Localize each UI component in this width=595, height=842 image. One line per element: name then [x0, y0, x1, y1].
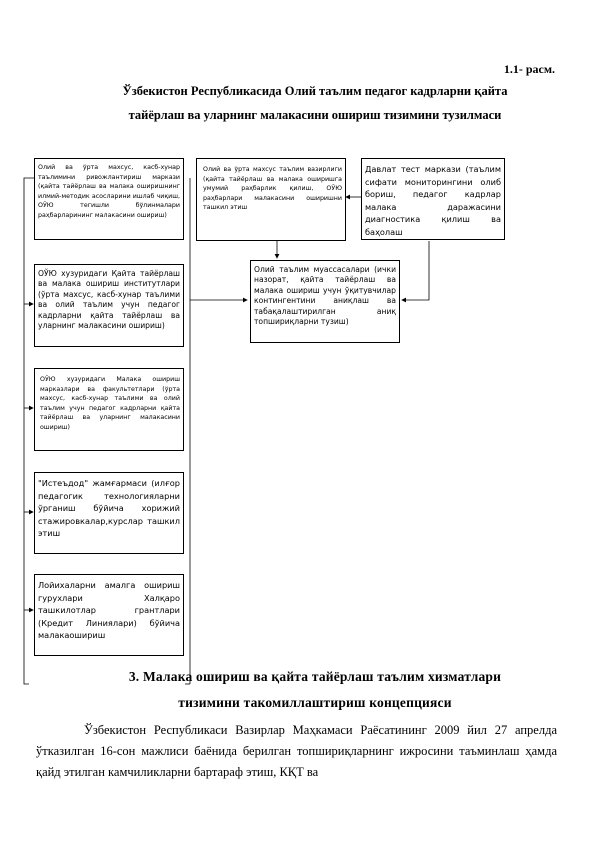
figure-label: 1.1- расм.	[503, 62, 555, 76]
box-higher-education-institutions	[250, 260, 400, 343]
box-training-centers-text: ОЎЮ хузуридаги Малака ошириш марказлари ва факультетлари (ўрта махсус, касб-хунар таълими ва олий таълим учун педагог кадрларни қайта тайёрлаш ва уларнинг малакасини ошириш)	[40, 376, 180, 431]
figure-title-line-1: Ўзбекистон Республикасида Олий таълим педагог кадрларни қайта	[122, 84, 508, 98]
box-higher-education-institutions-text: Олий таълим муассасалари (ички назорат, қайта тайёрлаш ва малака ошириш учун ўқитувчилар контингентини аниқлаш ва табақалаштирилган аниқ топшириқларни тузиш)	[254, 265, 396, 327]
arrow-dtm-to-higher-ed	[402, 241, 429, 300]
box-state-testing-center-text: Давлат тест маркази (таълим сифати мониторингини олиб бориш, педагог кадрлар малака даражасини диагностика қилиш ва баҳолаш	[365, 164, 501, 237]
figure-title-line-2: тайёрлаш ва уларнинг малакасини ошириш тизимини тузилмаси	[128, 108, 502, 122]
body-paragraph	[36, 720, 557, 783]
box-retraining-institutes-text: ОЎЮ хузуридаги Қайта тайёрлаш ва малака ошириш институтлари (ўрта махсус, касб-хунар таълими ва олий таълим учун педагог кадрларни қайта тайёрлаш ва уларнинг малакасини ошириш)	[38, 269, 180, 331]
body-paragraph-text: Ўзбекистон Республикаси Вазирлар Маҳкамаси Раёсатининг 2009 йил 27 апрелда ўтказилган 16-сон мажлиси баёнида берилган топшириқларнинг ижросини таъминлаш ҳамда қайд этилган камчиликларни бартараф этиш, КҚТ ва	[36, 723, 557, 779]
box-state-testing-center	[361, 158, 505, 240]
section-heading-line-2: тизимини такомиллаштириш концепцияси	[178, 695, 452, 710]
section-heading-line-1: 3. Малака ошириш ва қайта тайёрлаш таълим хизматлари	[128, 669, 502, 684]
box-training-centers	[34, 368, 184, 451]
box-project-groups	[34, 574, 184, 656]
box-project-groups-text: Лойихаларни амалга ошириш гурухлари Халқаро ташкилотлар грантлари (Кредит Линиялари) бўйича малакаошириш	[38, 580, 180, 641]
box-retraining-institutes	[34, 264, 184, 347]
box-ministry	[196, 158, 346, 241]
left-bus-line	[24, 178, 34, 684]
box-development-center	[34, 158, 184, 240]
box-istedod-foundation-text: "Истеъдод" жамғармаси (илғор педагогик технологияларни ўрганиш бўйича хорижий стажировкалар,курслар ташкил этиш	[38, 478, 180, 539]
box-development-center-text: Олий ва ўрта махсус, касб-хунар таълимини ривожлантириш маркази (қайта тайёрлаш ва малака оширишнинг илмий-методик асосларини ишлаб чиқиш, ОЎЮ тегишли бўлинмалари раҳбарларининг малакасини ошириш)	[38, 164, 180, 219]
box-ministry-text: Олий ва ўрта махсус таълим вазирлиги (қайта тайёрлаш ва малака оширишга умумий раҳбарлик қилиш, ОЎЮ раҳбарлари малакасини оширишни ташкил этиш	[203, 166, 342, 212]
box-istedod-foundation	[34, 472, 184, 554]
